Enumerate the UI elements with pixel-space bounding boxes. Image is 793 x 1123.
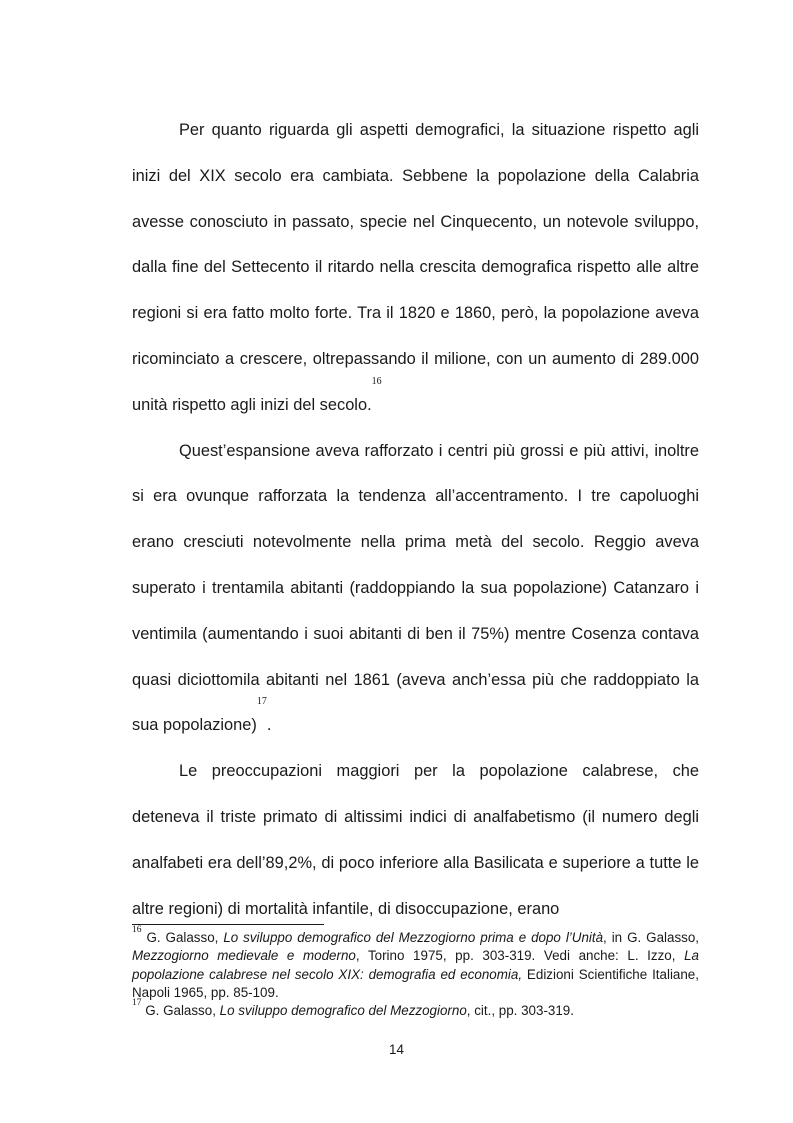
paragraph-1 [132, 108, 699, 429]
footnote-16-title: Mezzogiorno medievale e moderno [132, 948, 356, 964]
footnote-17-text: , cit., pp. 303-319. [466, 1003, 574, 1019]
page-number: 14 [389, 1042, 404, 1057]
footnote-17-text: G. Galasso, [141, 1003, 220, 1019]
footnote-16 [132, 925, 699, 1002]
paragraph-2-text: Quest’espansione aveva rafforzato i centri più grossi e più attivi, inoltre si era ovunque rafforzata la tendenza all’accentramento. I tre capoluoghi erano cresciuti notevolmente nella prima metà del secolo. Reggio aveva superato i trentamila abitanti (raddoppiando la sua popolazione) Catanzaro i ventimila (aumentando i suoi abitanti di ben il 75%) mentre Cosenza contava quasi diciottomila abitanti nel 1861 (aveva anch’essa più che raddoppiato la sua popolazione) [132, 441, 699, 735]
paragraph-3-text: Le preoccupazioni maggiori per la popolazione calabrese, che deteneva il triste primato di altissimi indici di analfabetismo (il numero degli analfabeti era dell’89,2%, di poco inferiore alla Basilicata e superiore a tutte le altre regioni) di mortalità infantile, di disoccupazione, erano [132, 762, 699, 918]
footnote-ref-17[interactable]: 17 [256, 696, 267, 708]
paragraph-1-text: Per quanto riguarda gli aspetti demografici, la situazione rispetto agli inizi del XIX secolo era cambiata. Sebbene la popolazione della Calabria avesse conosciuto in passato, specie nel Cinquecento, un notevole sviluppo, dalla fine del Settecento il ritardo nella crescita demografica rispetto alle altre regioni si era fatto molto forte. Tra il 1820 e 1860, però, la popolazione aveva ricominciato a crescere, oltrepassando il milione, con un aumento di 289.000 unità rispetto agli inizi del secolo. [132, 121, 699, 414]
footnote-17-title: Lo sviluppo demografico del Mezzogiorno [219, 1003, 467, 1019]
footnote-16-text: Edizioni Scientifiche Italiane, Napoli 1965, pp. 85-109. [132, 966, 699, 1000]
footnote-number-16: 16 [132, 925, 142, 935]
body-text [132, 108, 699, 932]
footnote-16-text: , Torino 1975, pp. 303-319. Vedi anche: L. Izzo, [355, 948, 685, 964]
footnote-16-title: La popolazione calabrese nel secolo XIX: demografia ed economia, [132, 948, 699, 982]
footnotes [132, 925, 699, 1020]
footnote-number-17: 17 [132, 998, 142, 1009]
footnote-16-text: G. Galasso, [141, 930, 224, 945]
footnote-separator [132, 924, 324, 925]
paragraph-3 [132, 749, 699, 932]
footnote-17 [132, 998, 699, 1020]
footnote-ref-16[interactable]: 16 [371, 375, 382, 387]
footnote-16-title: Lo sviluppo demografico del Mezzogiorno prima e dopo l’Unità [223, 930, 604, 945]
paragraph-2-end: . [266, 716, 272, 735]
footnote-16-text: , in G. Galasso, [603, 930, 699, 945]
paragraph-2 [132, 429, 699, 750]
